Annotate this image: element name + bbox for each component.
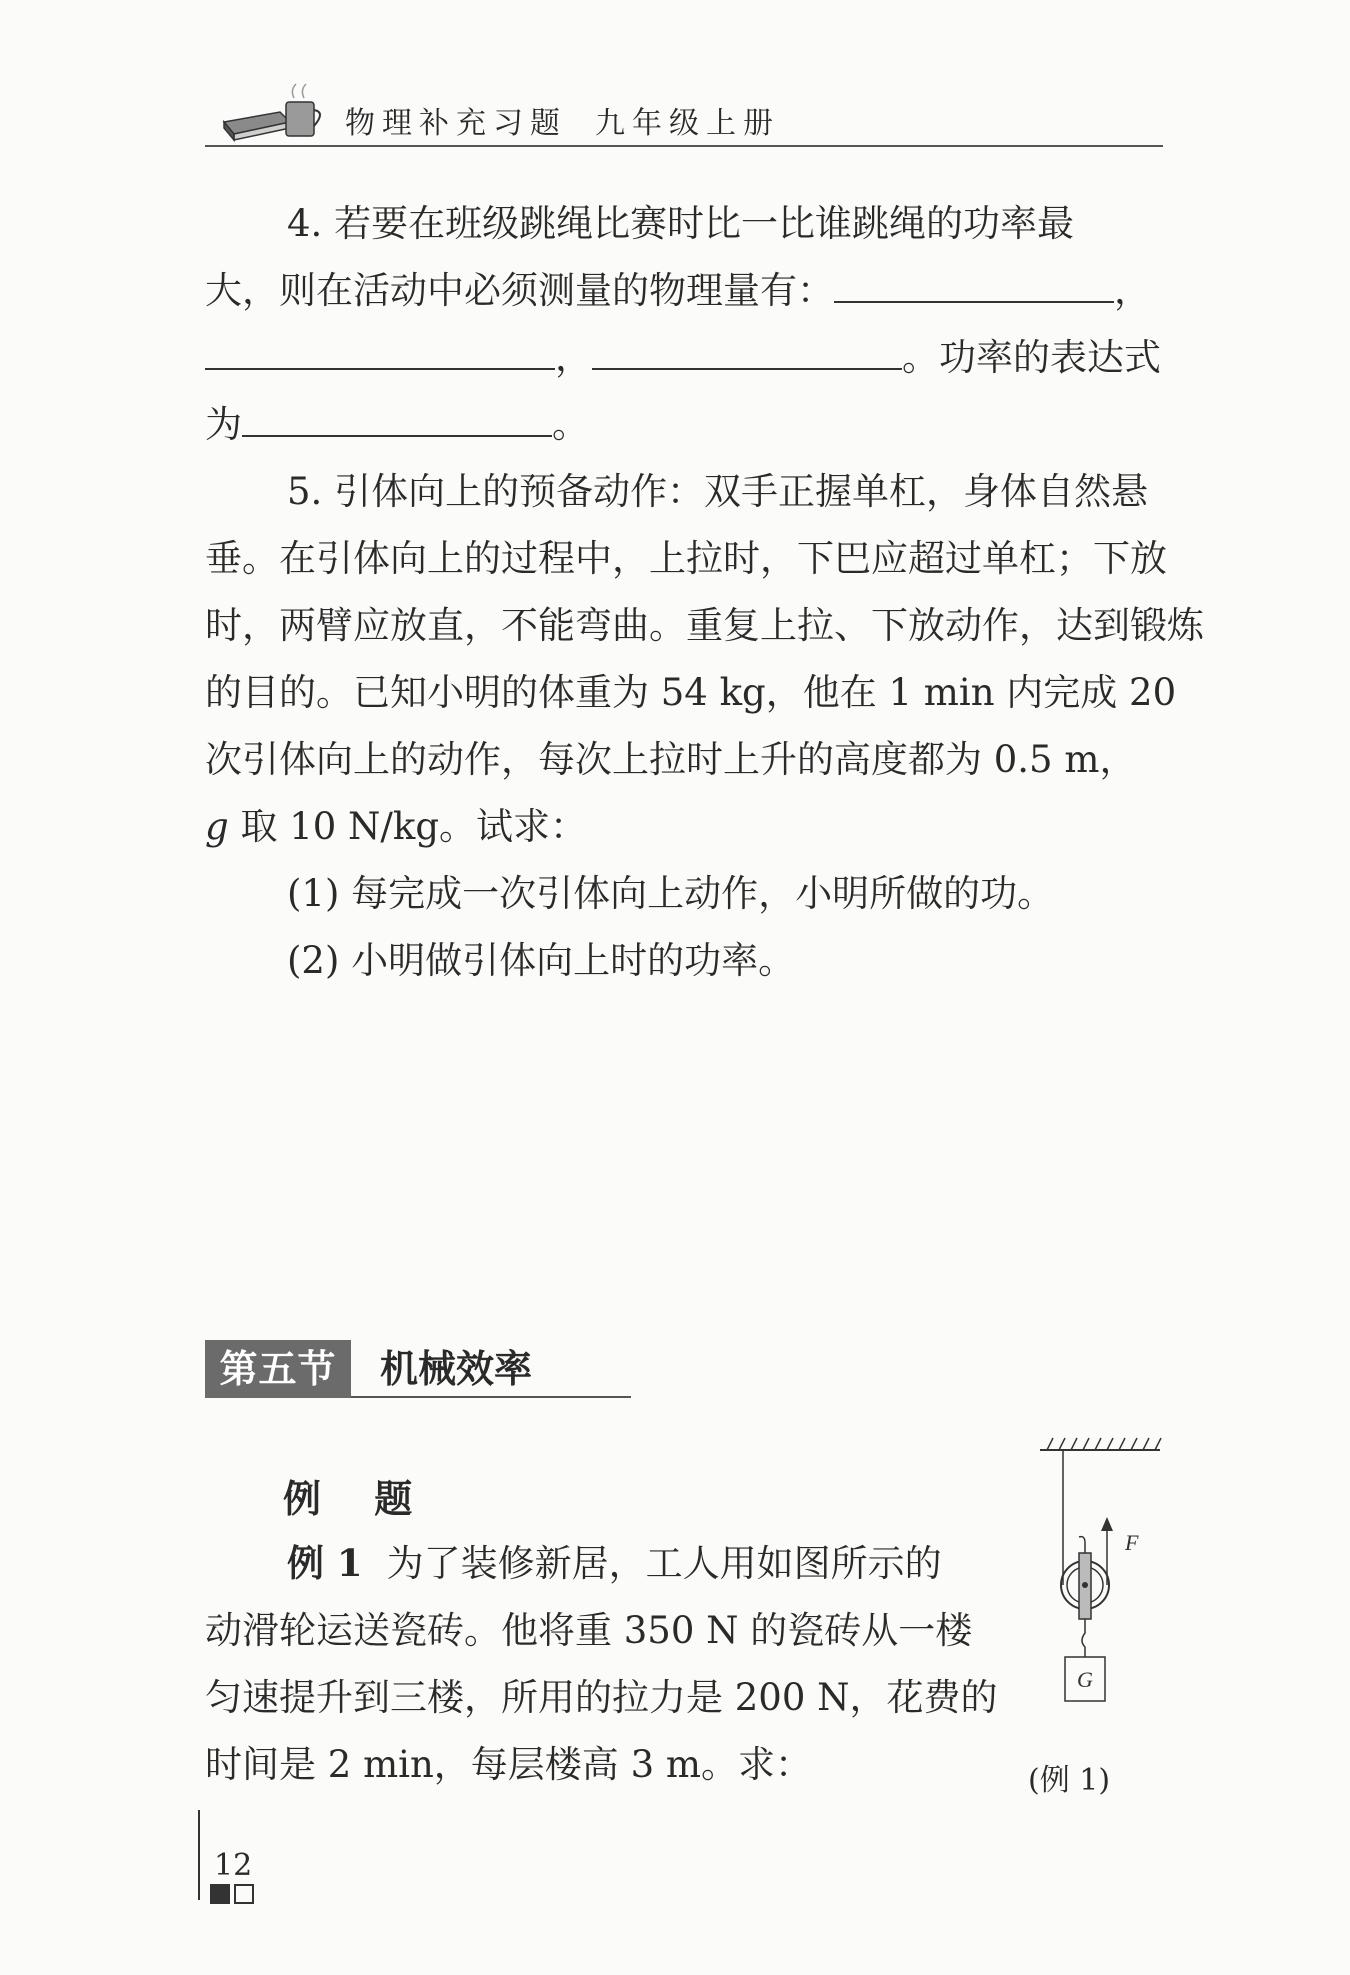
- example-line-1: 为了装修新居，工人用如图所示的: [386, 1542, 942, 1585]
- q5-line-1: 5. 引体向上的预备动作：双手正握单杠，身体自然悬: [287, 470, 1149, 513]
- pulley-axle: [1082, 1582, 1088, 1588]
- figure-caption: (例 1): [1028, 1763, 1111, 1798]
- section-label: 第五节: [205, 1340, 351, 1398]
- section-title: 机械效率: [380, 1346, 533, 1391]
- q4-line-4-start: 为: [205, 403, 242, 446]
- example-line-4: 时间是 2 min，每层楼高 3 m。求：: [205, 1743, 812, 1786]
- force-arrow-head: [1101, 1517, 1113, 1531]
- q4-comma-2: ，: [555, 336, 592, 379]
- q5-line-5: 次引体向上的动作，每次上拉时上升的高度都为 0.5 m，: [205, 738, 1137, 781]
- section-rule: [351, 1396, 631, 1398]
- q5-line-3: 时，两臂应放直，不能弯曲。重复上拉、下放动作，达到锻炼: [205, 604, 1204, 647]
- q4-blank-4[interactable]: [242, 401, 552, 437]
- weight-label: G: [1077, 1667, 1093, 1692]
- page-number: 12: [214, 1848, 253, 1883]
- page-squares-icon: [210, 1884, 258, 1904]
- q4-line-1: 4. 若要在班级跳绳比赛时比一比谁跳绳的功率最: [287, 202, 1075, 245]
- top-hook: [1079, 1537, 1085, 1553]
- q5-line-4: 的目的。已知小明的体重为 54 kg，他在 1 min 内完成 20: [205, 671, 1177, 714]
- example-line-3: 匀速提升到三楼，所用的拉力是 200 N，花费的: [205, 1676, 998, 1719]
- question-4: [205, 190, 1163, 458]
- example-1-label: 例 1: [287, 1541, 363, 1585]
- example-line-2: 动滑轮运送瓷砖。他将重 350 N 的瓷砖从一楼: [205, 1609, 973, 1652]
- question-5: [205, 458, 1204, 994]
- q5-sub-question-1: (1) 每完成一次引体向上动作，小明所做的功。: [287, 872, 1055, 915]
- book-title: 物理补充习题: [345, 106, 567, 141]
- q4-line-3-end: 。功率的表达式: [902, 336, 1161, 379]
- book-grade: 九年级上册: [595, 106, 780, 141]
- example-heading: 例 题: [283, 1476, 433, 1521]
- q4-line-4-end: 。: [552, 403, 589, 446]
- q4-comma: ，: [1114, 269, 1151, 312]
- header-books-cup-icon: [220, 82, 330, 144]
- q4-line-2: 大，则在活动中必须测量的物理量有：: [205, 269, 834, 312]
- bottom-hook: [1082, 1619, 1085, 1657]
- q4-blank-3[interactable]: [592, 334, 902, 370]
- page-margin-bar: [198, 1810, 200, 1900]
- q5-sub-question-2: (2) 小明做引体向上时的功率。: [287, 939, 796, 982]
- q5-line-2: 垂。在引体向上的过程中，上拉时，下巴应超过单杠；下放: [205, 537, 1167, 580]
- example-1: [205, 1530, 1005, 1798]
- q5-g-variable: g: [205, 805, 229, 848]
- ceiling-hatching: [1047, 1438, 1161, 1450]
- movable-pulley-diagram: [1035, 1435, 1165, 1735]
- q5-line-6: 取 10 N/kg。试求：: [228, 805, 587, 848]
- q4-blank-2[interactable]: [205, 334, 555, 370]
- force-label: F: [1125, 1530, 1139, 1555]
- header-title: [345, 98, 780, 142]
- q4-blank-1[interactable]: [834, 267, 1114, 303]
- header-rule: [205, 145, 1163, 147]
